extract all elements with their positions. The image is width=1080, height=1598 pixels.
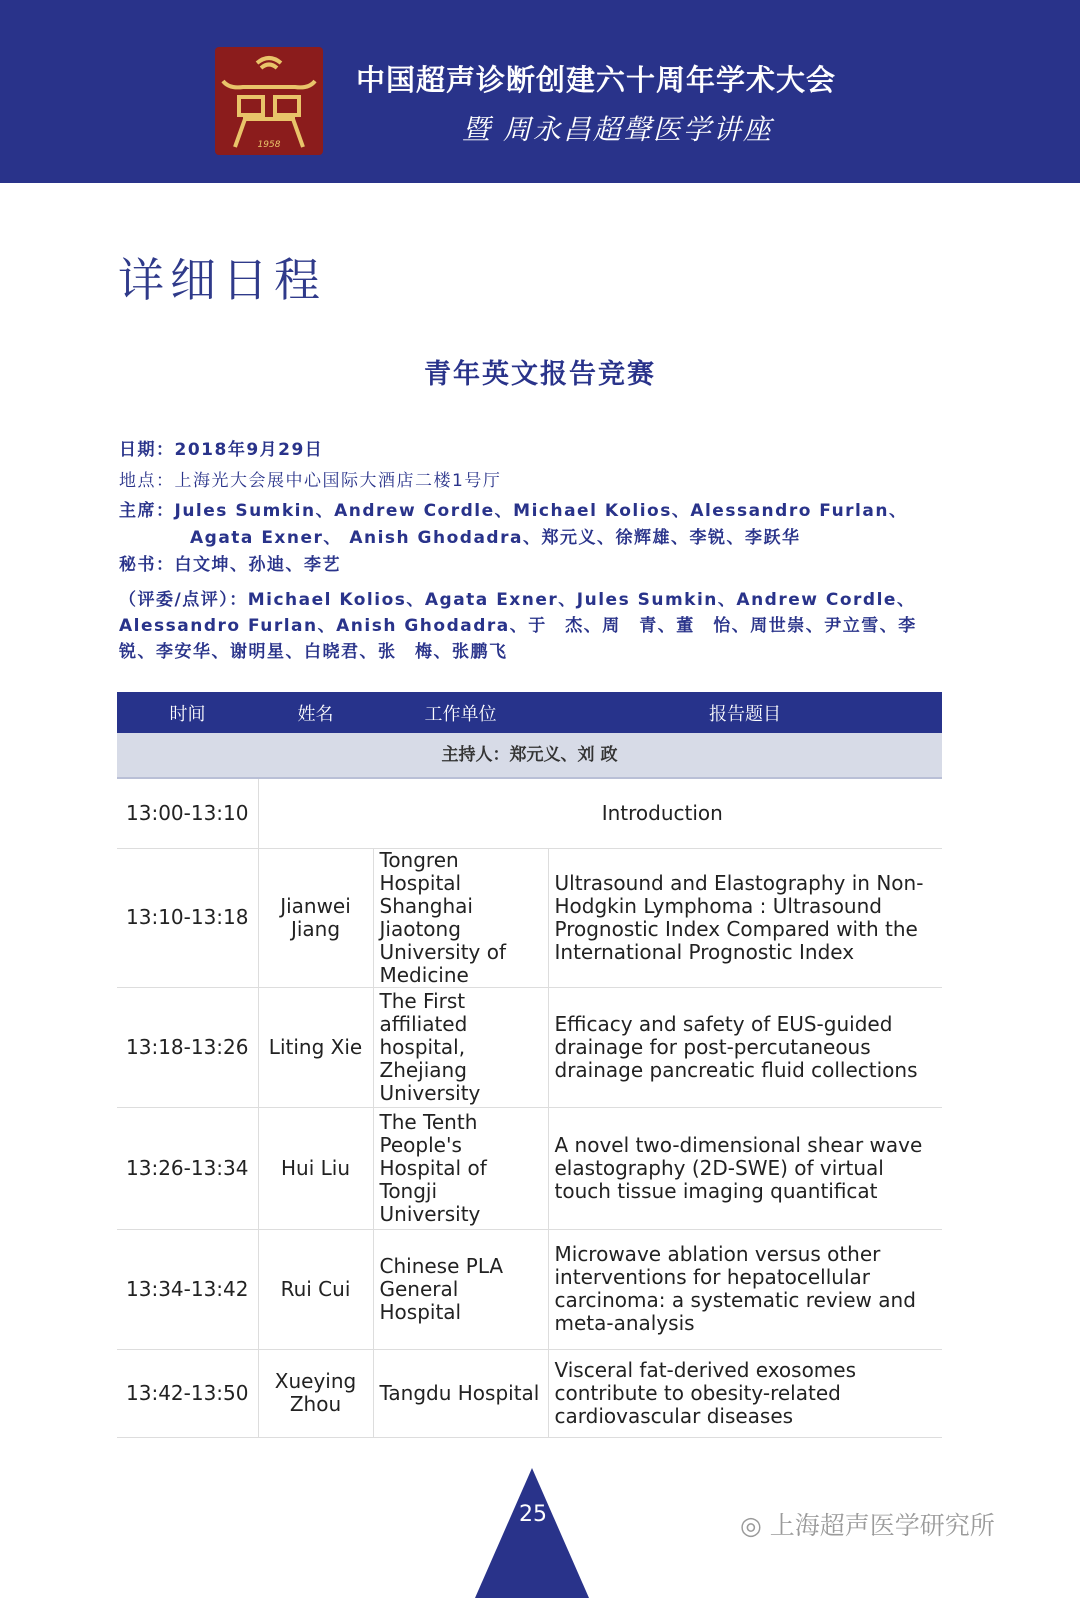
speaker: Rui Cui	[258, 1229, 373, 1349]
time: 13:26-13:34	[117, 1107, 258, 1229]
speaker: Liting Xie	[258, 987, 373, 1107]
svg-text:1958: 1958	[257, 140, 281, 150]
page-number: 25	[519, 1502, 547, 1527]
talk-title: Visceral fat-derived exosomes contribute to obesity-related cardiovascular diseases	[548, 1349, 942, 1437]
time: 13:10-13:18	[117, 848, 258, 987]
page-title: 详细日程	[118, 253, 326, 307]
col-time: 时间	[117, 692, 258, 733]
col-title: 报告题目	[548, 692, 942, 733]
talk-title: Efficacy and safety of EUS-guided drainage for post-percutaneous drainage pancreatic fluid collections	[548, 987, 942, 1107]
unit: The First affiliated hospital, Zhejiang University	[373, 987, 548, 1107]
conference-logo	[215, 47, 323, 155]
col-unit: 工作单位	[373, 692, 548, 733]
chairs-line2: Agata Exner、 Anish Ghodadra、郑元义、徐辉雄、李锐、李跃华	[190, 528, 801, 548]
chairs-line1: 主席：Jules Sumkin、Andrew Cordle、Michael Kolios、Alessandro Furlan、	[119, 501, 908, 521]
table-row	[117, 987, 942, 1107]
time: 13:42-13:50	[117, 1349, 258, 1437]
judges-line3: 锐、李安华、谢明星、白晓君、张 梅、张鹏飞	[119, 642, 508, 662]
time: 13:00-13:10	[117, 778, 258, 848]
talk-title: A novel two-dimensional shear wave elastography (2D-SWE) of virtual touch tissue imaging quantificat	[548, 1107, 942, 1229]
speaker: Jianwei Jiang	[258, 848, 373, 987]
unit: Tangdu Hospital	[373, 1349, 548, 1437]
table-row	[117, 848, 942, 987]
table-row	[117, 778, 942, 848]
col-name: 姓名	[258, 692, 373, 733]
talk-title: Ultrasound and Elastography in Non-Hodgkin Lymphoma : Ultrasound Prognostic Index Compared with the International Prognostic Index	[548, 848, 942, 987]
watermark: ◎ 上海超声医学研究所	[740, 1511, 995, 1540]
speaker: Hui Liu	[258, 1107, 373, 1229]
schedule-table	[117, 692, 942, 1438]
time: 13:18-13:26	[117, 987, 258, 1107]
unit: The Tenth People's Hospital of Tongji University	[373, 1107, 548, 1229]
venue: 地点：上海光大会展中心国际大酒店二楼1号厅	[119, 471, 502, 491]
conference-title: 中国超声诊断创建六十周年学术大会	[356, 63, 837, 97]
table-row	[117, 1349, 942, 1437]
judges-line2: Alessandro Furlan、Anish Ghodadra、于 杰、周 青、董 怡、周世崇、尹立雪、李	[119, 616, 917, 636]
host-row: 主持人：郑元义、刘 政	[117, 733, 942, 778]
talk-title: Microwave ablation versus other interventions for hepatocellular carcinoma: a systematic review and meta-analysis	[548, 1229, 942, 1349]
time: 13:34-13:42	[117, 1229, 258, 1349]
unit: Chinese PLA General Hospital	[373, 1229, 548, 1349]
table-row	[117, 1229, 942, 1349]
table-header	[117, 692, 942, 733]
header-banner	[0, 0, 1080, 183]
conference-subtitle: 暨 周永昌超聲医学讲座	[462, 113, 773, 146]
table-row	[117, 1107, 942, 1229]
judges-line1: （评委/点评）：Michael Kolios、Agata Exner、Jules Sumkin、Andrew Cordle、	[119, 590, 916, 610]
intro-title: Introduction	[258, 778, 942, 848]
unit: Tongren Hospital Shanghai Jiaotong University of Medicine	[373, 848, 548, 987]
wechat-icon: ◎	[740, 1511, 770, 1540]
secretaries: 秘书：白文坤、孙迪、李艺	[119, 555, 341, 575]
page-number-triangle	[475, 1468, 589, 1598]
date: 日期：2018年9月29日	[119, 440, 324, 460]
speaker: Xueying Zhou	[258, 1349, 373, 1437]
section-title: 青年英文报告竞赛	[424, 359, 656, 390]
